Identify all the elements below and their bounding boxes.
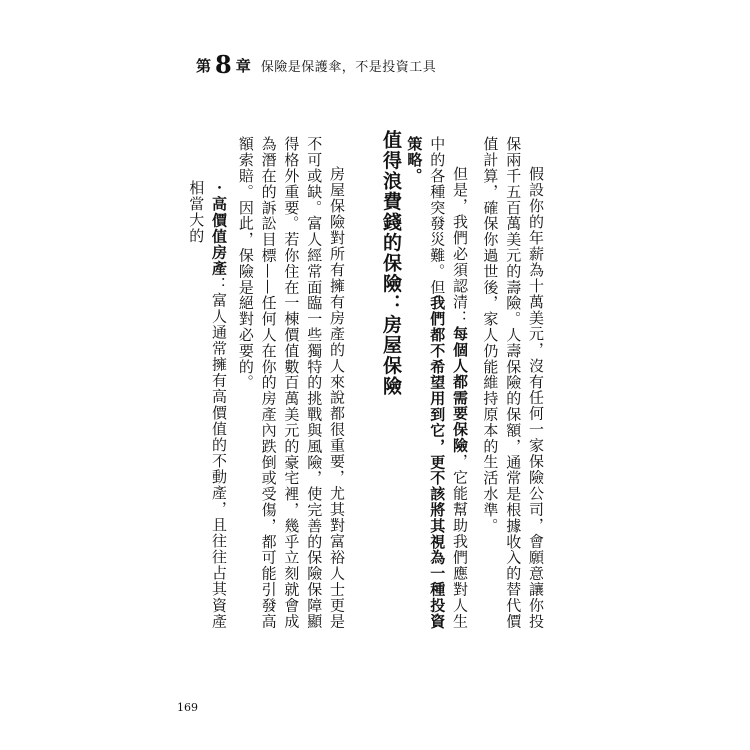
paragraph-3-text: 房屋保險對所有擁有房產的人來說都很重要，尤其對富裕人士更是不可或缺。富人經常面臨一些獨特的挑戰與風險，使完善的保險保障顯得格外重要。若你住在一棟價值數百萬美元的豪宅裡，幾乎立刻就會成為潛在的訴訟目標——任何人在你的房產內跌倒或受傷，都可能引發高額索賠。因此，保險是絕對必要的。 (236, 136, 346, 629)
paragraph-2-middle: ，它能幫助我們應對人生中的各種突發災難。但 (428, 136, 469, 630)
bullet-marker: ・ (210, 180, 228, 197)
bullet-item-body: ：富人通常擁有高價值的不動產，且往往占其資產相當大的 (187, 180, 228, 629)
paragraph-2-emphasis-1: 每個人都需要保險 (451, 325, 469, 454)
chapter-title: 保險是保護傘，不是投資工具 (260, 59, 437, 75)
chapter-suffix: 章 (235, 56, 251, 75)
chapter-prefix: 第 (196, 56, 212, 75)
paragraph-1 (479, 136, 547, 629)
paragraph-2-prefix: 但是，我們必須認清： (451, 166, 469, 326)
paragraph-2-emphasis-2: 我們都不希望用到它，更不該將其視為一種投資策略。 (405, 136, 447, 629)
chapter-header (196, 52, 436, 78)
paragraph-2-text (403, 136, 471, 629)
page-number: 169 (177, 701, 198, 714)
paragraph-3 (234, 136, 348, 629)
bullet-item-text (184, 180, 230, 629)
paragraph-2 (403, 136, 471, 629)
bullet-item (184, 180, 230, 629)
chapter-number: 8 (215, 50, 232, 79)
section-heading: 值得浪費錢的保險：房屋保險 (380, 130, 402, 397)
bullet-item-term: 高價值房產 (210, 196, 228, 277)
paragraph-1-text: 假設你的年薪為十萬美元，沒有任何一家保險公司，會願意讓你投保兩千五百萬美元的壽險。人壽保險的保額，通常是根據收入的替代價值計算，確保你過世後，家人仍能維持原本的生活水準。 (481, 136, 545, 629)
